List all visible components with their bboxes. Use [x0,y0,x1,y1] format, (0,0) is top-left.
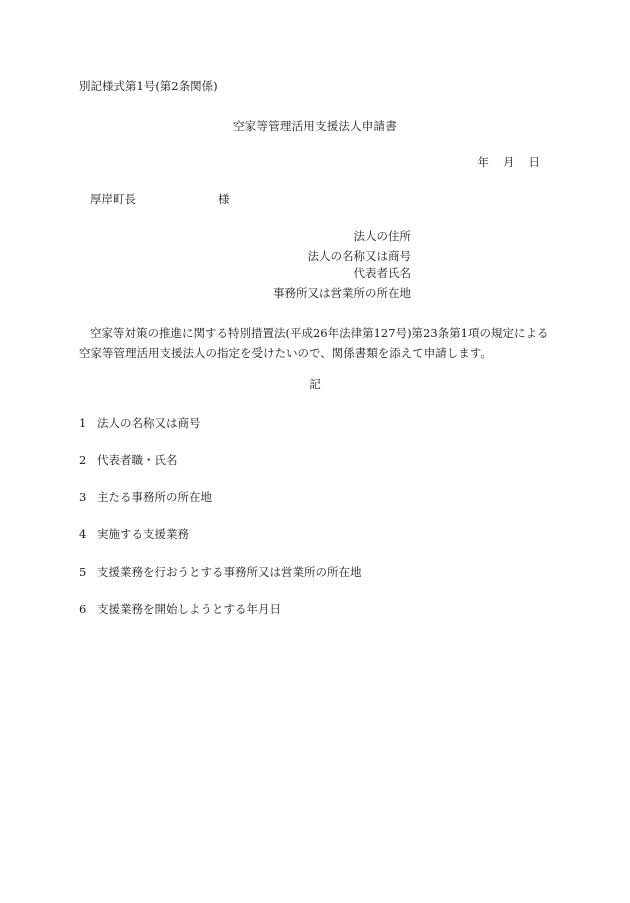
item-number: 3 [79,490,87,504]
item-number: 6 [79,602,87,616]
list-item [79,455,178,467]
list-item [79,418,201,430]
item-label: 主たる事務所の所在地 [97,490,212,504]
application-statement: 空家等対策の推進に関する特別措置法(平成26年法律第127号)第23条第1項の規定による空家等管理活用支援法人の指定を受けたいので、関係書類を添えて申請します。 [79,326,549,360]
date-month-label: 月 [503,155,515,169]
ki-heading: 記 [309,377,321,391]
addressee-honorific: 様 [218,192,230,206]
date-day-label: 日 [528,155,540,169]
applicant-address-label: 法人の住所 [353,229,411,243]
item-label: 法人の名称又は商号 [97,416,201,430]
item-number: 1 [79,416,87,430]
applicant-corporate-name-label: 法人の名称又は商号 [307,249,411,263]
addressee [90,194,230,206]
item-number: 2 [79,453,87,467]
form-number: 別記様式第1号(第2条関係) [79,79,218,93]
item-number: 4 [79,527,87,541]
list-item [79,604,281,616]
item-label: 実施する支援業務 [97,527,189,541]
applicant-office-location-label: 事務所又は営業所の所在地 [273,286,411,300]
item-label: 支援業務を開始しようとする年月日 [97,602,281,616]
date-line [478,157,541,169]
date-year-label: 年 [477,155,489,169]
applicant-representative-label: 代表者氏名 [353,266,411,280]
list-item [79,567,362,579]
item-label: 支援業務を行おうとする事務所又は営業所の所在地 [97,565,362,579]
item-number: 5 [79,565,87,579]
item-label: 代表者職・氏名 [97,453,178,467]
list-item [79,529,189,541]
addressee-name: 厚岸町長 [90,192,136,206]
document-title: 空家等管理活用支援法人申請書 [233,119,397,133]
list-item [79,492,212,504]
